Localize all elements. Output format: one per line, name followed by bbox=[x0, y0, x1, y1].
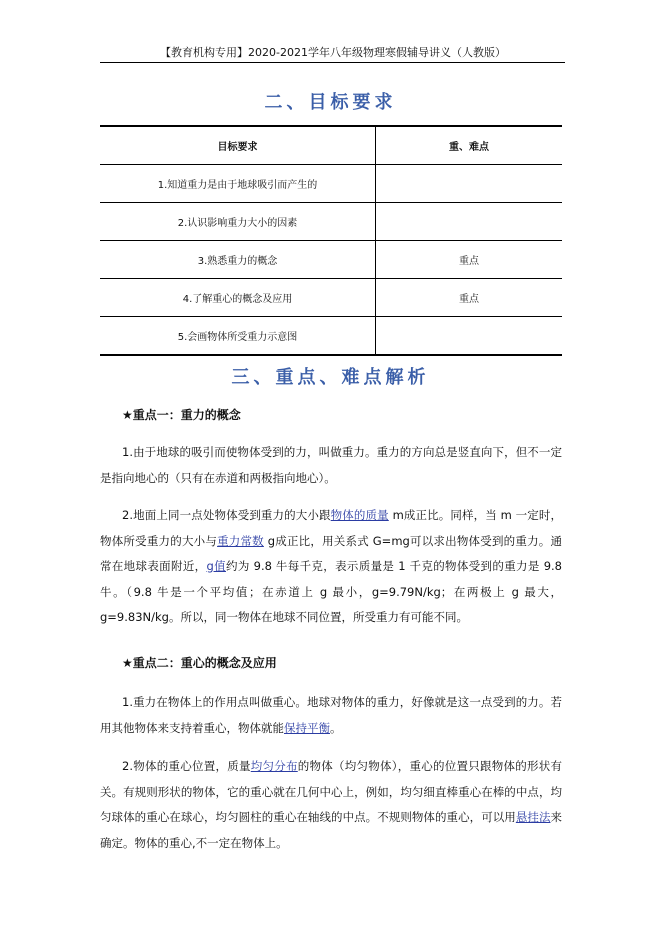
link-keep-balance[interactable]: 保持平衡 bbox=[284, 720, 330, 735]
table-header-goal: 目标要求 bbox=[100, 126, 376, 165]
key-point-1-title: ★重点一：重力的概念 bbox=[122, 408, 241, 422]
goals-table bbox=[100, 125, 562, 356]
table-row bbox=[100, 241, 562, 279]
paragraph-gravity-definition: 1.由于地球的吸引而使物体受到的力，叫做重力。重力的方向总是竖直向下，但不一定是指向地心的（只有在赤道和两极指向地心）。 bbox=[100, 445, 562, 485]
link-gravity-constant[interactable]: 重力常数 bbox=[217, 533, 264, 548]
table-row bbox=[100, 317, 562, 356]
key-point-2-title: ★重点二：重心的概念及应用 bbox=[122, 656, 277, 670]
paragraph-gravity-mass bbox=[100, 503, 562, 631]
header-rule bbox=[100, 62, 565, 63]
paragraph-text: 的物体（均匀物体），重心的位置只跟物体的形状有关。有规则形状的物体，它的重心就在几何中心上，例如，均匀细直棒重心在棒的中点，均匀球体的重心在球心，均匀圆柱的重心在轴线的中点。不规则物体的重心，可以用 bbox=[100, 759, 563, 824]
section-title-key-points: 三、重点、难点解析 bbox=[231, 367, 430, 388]
paragraph-center-position bbox=[100, 754, 562, 856]
table-header-row bbox=[100, 126, 562, 165]
paragraph-text: 2.地面上同一点处物体受到重力的大小跟 bbox=[122, 508, 331, 522]
table-cell-difficulty bbox=[376, 203, 563, 241]
table-cell-goal: 1.知道重力是由于地球吸引而产生的 bbox=[100, 165, 376, 203]
link-suspension-method[interactable]: 悬挂法 bbox=[515, 810, 551, 824]
paragraph-text: 。 bbox=[330, 720, 342, 735]
table-cell-difficulty: 重点 bbox=[376, 241, 563, 279]
table-row bbox=[100, 165, 562, 203]
table-cell-difficulty: 重点 bbox=[376, 279, 563, 317]
table-header-difficulty: 重、难点 bbox=[376, 126, 563, 165]
table-cell-difficulty bbox=[376, 317, 563, 356]
paragraph-text: 约为 9.8 牛每千克，表示质量是 1 千克的物体受到的重力是 9.8 牛。（9.8 牛是一个平均值；在赤道上 g 最小，g=9.79N/kg；在两极上 g 最大，g=9.83N/kg。所以，同一物体在地球不同位置，所受重力有可能不同。 bbox=[100, 559, 562, 624]
table-cell-goal: 2.认识影响重力大小的因素 bbox=[100, 203, 376, 241]
table-row bbox=[100, 203, 562, 241]
paragraph-text: 2.物体的重心位置，质量 bbox=[122, 759, 251, 773]
table-cell-goal: 4.了解重心的概念及应用 bbox=[100, 279, 376, 317]
table-row bbox=[100, 279, 562, 317]
paragraph-text: m成正比。同样，当 m 一定时，物体所受重力的大小与 bbox=[100, 508, 562, 548]
link-object-mass[interactable]: 物体的质量 bbox=[330, 508, 389, 522]
link-g-value[interactable]: g值 bbox=[206, 559, 226, 573]
table-cell-difficulty bbox=[376, 165, 563, 203]
paragraph-text: g成正比，用关系式 G=mg可以求出物体受到的重力。通常在地球表面附近， bbox=[100, 533, 562, 573]
paragraph-text: 1.重力在物体上的作用点叫做重心。地球对物体的重力，好像就是这一点受到的力。若用其他物体来支持着重心，物体就能 bbox=[100, 695, 562, 735]
paragraph-text: 来确定。物体的重心,不一定在物体上。 bbox=[100, 810, 562, 850]
table-cell-goal: 3.熟悉重力的概念 bbox=[100, 241, 376, 279]
link-uniform-distribution[interactable]: 均匀分布 bbox=[250, 759, 298, 773]
table-cell-goal: 5.会画物体所受重力示意图 bbox=[100, 317, 376, 356]
section-title-goals: 二、目标要求 bbox=[264, 92, 397, 113]
page-header: 【教育机构专用】2020-2021学年八年级物理寒假辅导讲义（人教版） bbox=[160, 46, 506, 59]
paragraph-center-of-gravity bbox=[100, 690, 562, 741]
